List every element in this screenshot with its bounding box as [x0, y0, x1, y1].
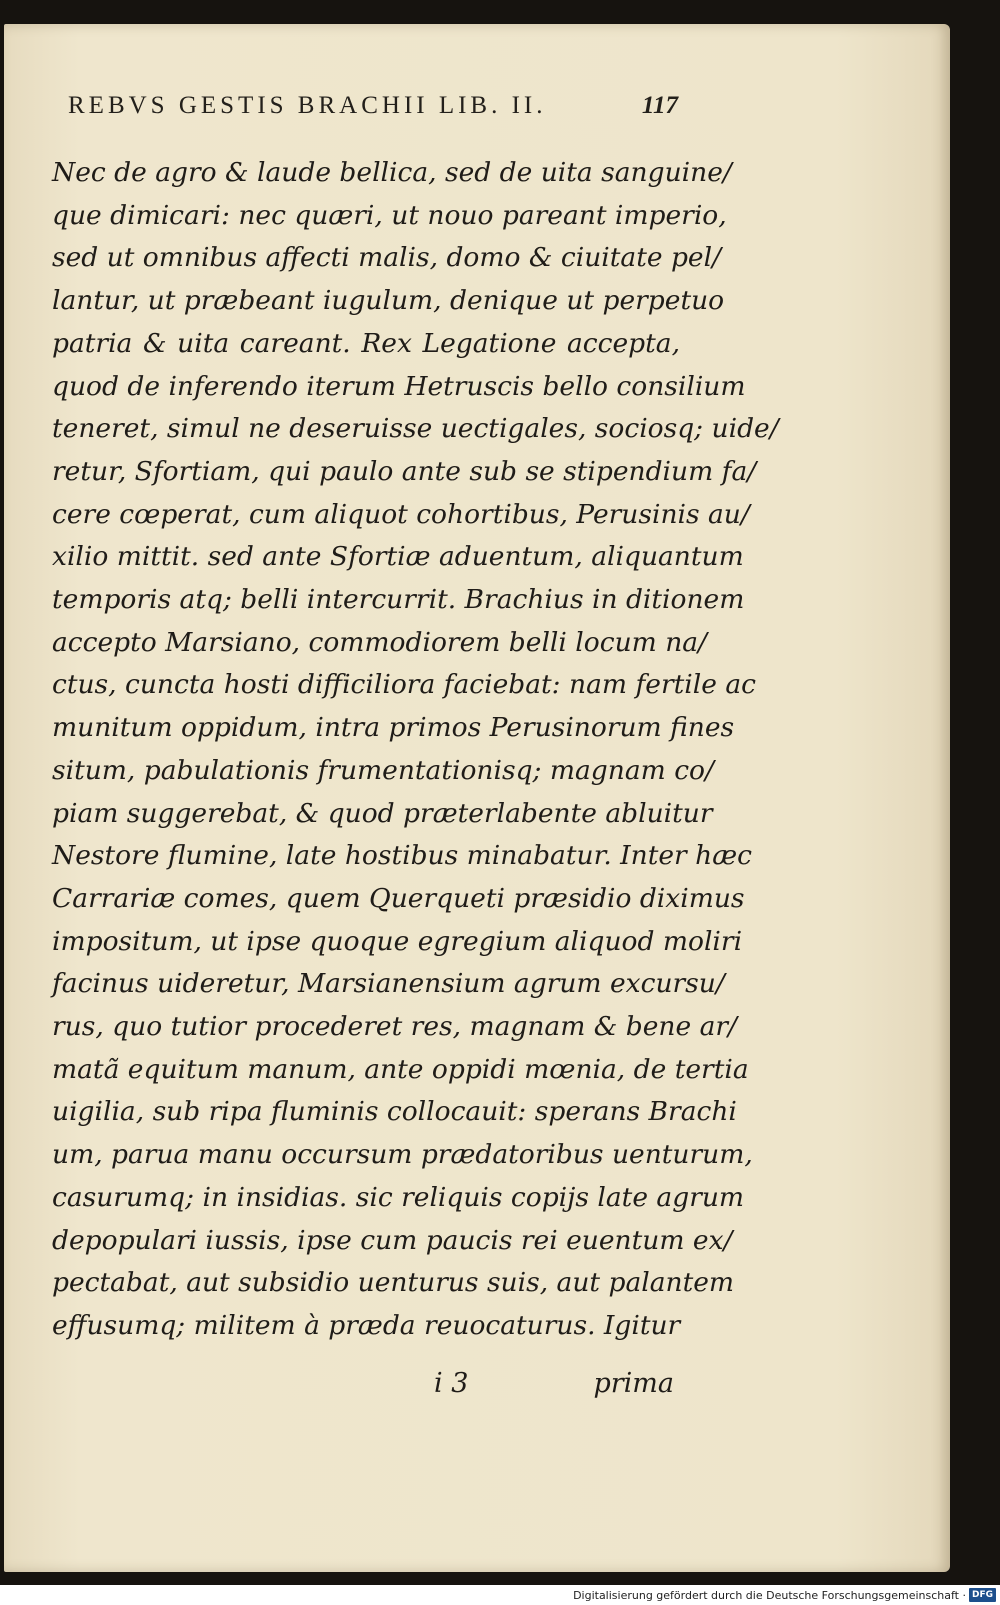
text-line: sed ut omnibus affecti malis, domo & ciuitate pel/ — [52, 242, 722, 274]
dfg-logo: DFG — [969, 1588, 996, 1602]
text-line: Nestore flumine, late hostibus minabatur. Inter hæc — [52, 840, 752, 872]
text-line: xilio mittit. sed ante Sfortiæ aduentum, aliquantum — [52, 541, 744, 573]
text-line: retur, Sfortiam, qui paulo ante sub se stipendium fa/ — [52, 455, 757, 487]
text-line: impositum, ut ipse quoque egregium aliquod moliri — [52, 925, 743, 957]
text-line: depopulari iussis, ipse cum paucis rei euentum ex/ — [52, 1224, 733, 1256]
text-line: accepto Marsiano, commodiorem belli locum na/ — [52, 626, 707, 658]
text-line: facinus uideretur, Marsianensium agrum excursu/ — [52, 968, 725, 1000]
text-line: um, parua manu occursum prædatoribus uenturum, — [52, 1139, 753, 1171]
body-text — [52, 152, 779, 1348]
page-foot — [434, 1368, 674, 1399]
book-page — [4, 24, 950, 1572]
running-head — [68, 92, 678, 120]
text-line: que dimicari: nec quæri, ut nouo pareant imperio, — [52, 199, 727, 231]
catchword: prima — [593, 1368, 674, 1399]
text-line: teneret, simul ne deseruisse uectigales, sociosq; uide/ — [52, 413, 779, 445]
funding-credit: Digitalisierung gefördert durch die Deutsche Forschungsgemeinschaft · — [573, 1588, 966, 1602]
text-line: cere cœperat, cum aliquot cohortibus, Perusinis au/ — [52, 498, 750, 530]
text-line: munitum oppidum, intra primos Perusinorum fines — [52, 712, 735, 744]
text-line: temporis atq; belli intercurrit. Brachius in ditionem — [52, 584, 745, 616]
page-number: 117 — [641, 92, 678, 119]
text-line: rus, quo tutior procederet res, magnam & bene ar/ — [52, 1011, 737, 1043]
signature-mark: i 3 — [434, 1368, 469, 1399]
text-line: Carrariæ comes, quem Querqueti præsidio diximus — [52, 882, 745, 914]
text-line: ctus, cuncta hosti difficiliora faciebat: nam fertile ac — [52, 669, 756, 701]
text-line: piam suggerebat, & quod præterlabente abluitur — [52, 797, 713, 829]
digitization-footer — [0, 1585, 1000, 1605]
text-line: quod de inferendo iterum Hetruscis bello consilium — [52, 370, 746, 402]
running-head-title: REBVS GESTIS BRACHII LIB. II. — [68, 92, 547, 119]
text-line: situm, pabulationis frumentationisq; magnam co/ — [52, 754, 714, 786]
text-line: matã equitum manum, ante oppidi mœnia, de tertia — [52, 1053, 749, 1085]
text-line: pectabat, aut subsidio uenturus suis, aut palantem — [52, 1267, 735, 1299]
text-line: lantur, ut præbeant iugulum, denique ut perpetuo — [52, 285, 725, 317]
text-line: Nec de agro & laude bellica, sed de uita sanguine/ — [52, 157, 732, 188]
text-line: uigilia, sub ripa fluminis collocauit: sperans Brachi — [52, 1096, 737, 1128]
text-line: effusumq; militem à præda reuocaturus. Igitur — [52, 1309, 681, 1341]
text-line: casurumq; in insidias. sic reliquis copijs late agrum — [52, 1181, 745, 1213]
text-line: patria & uita careant. Rex Legatione accepta, — [52, 327, 680, 359]
